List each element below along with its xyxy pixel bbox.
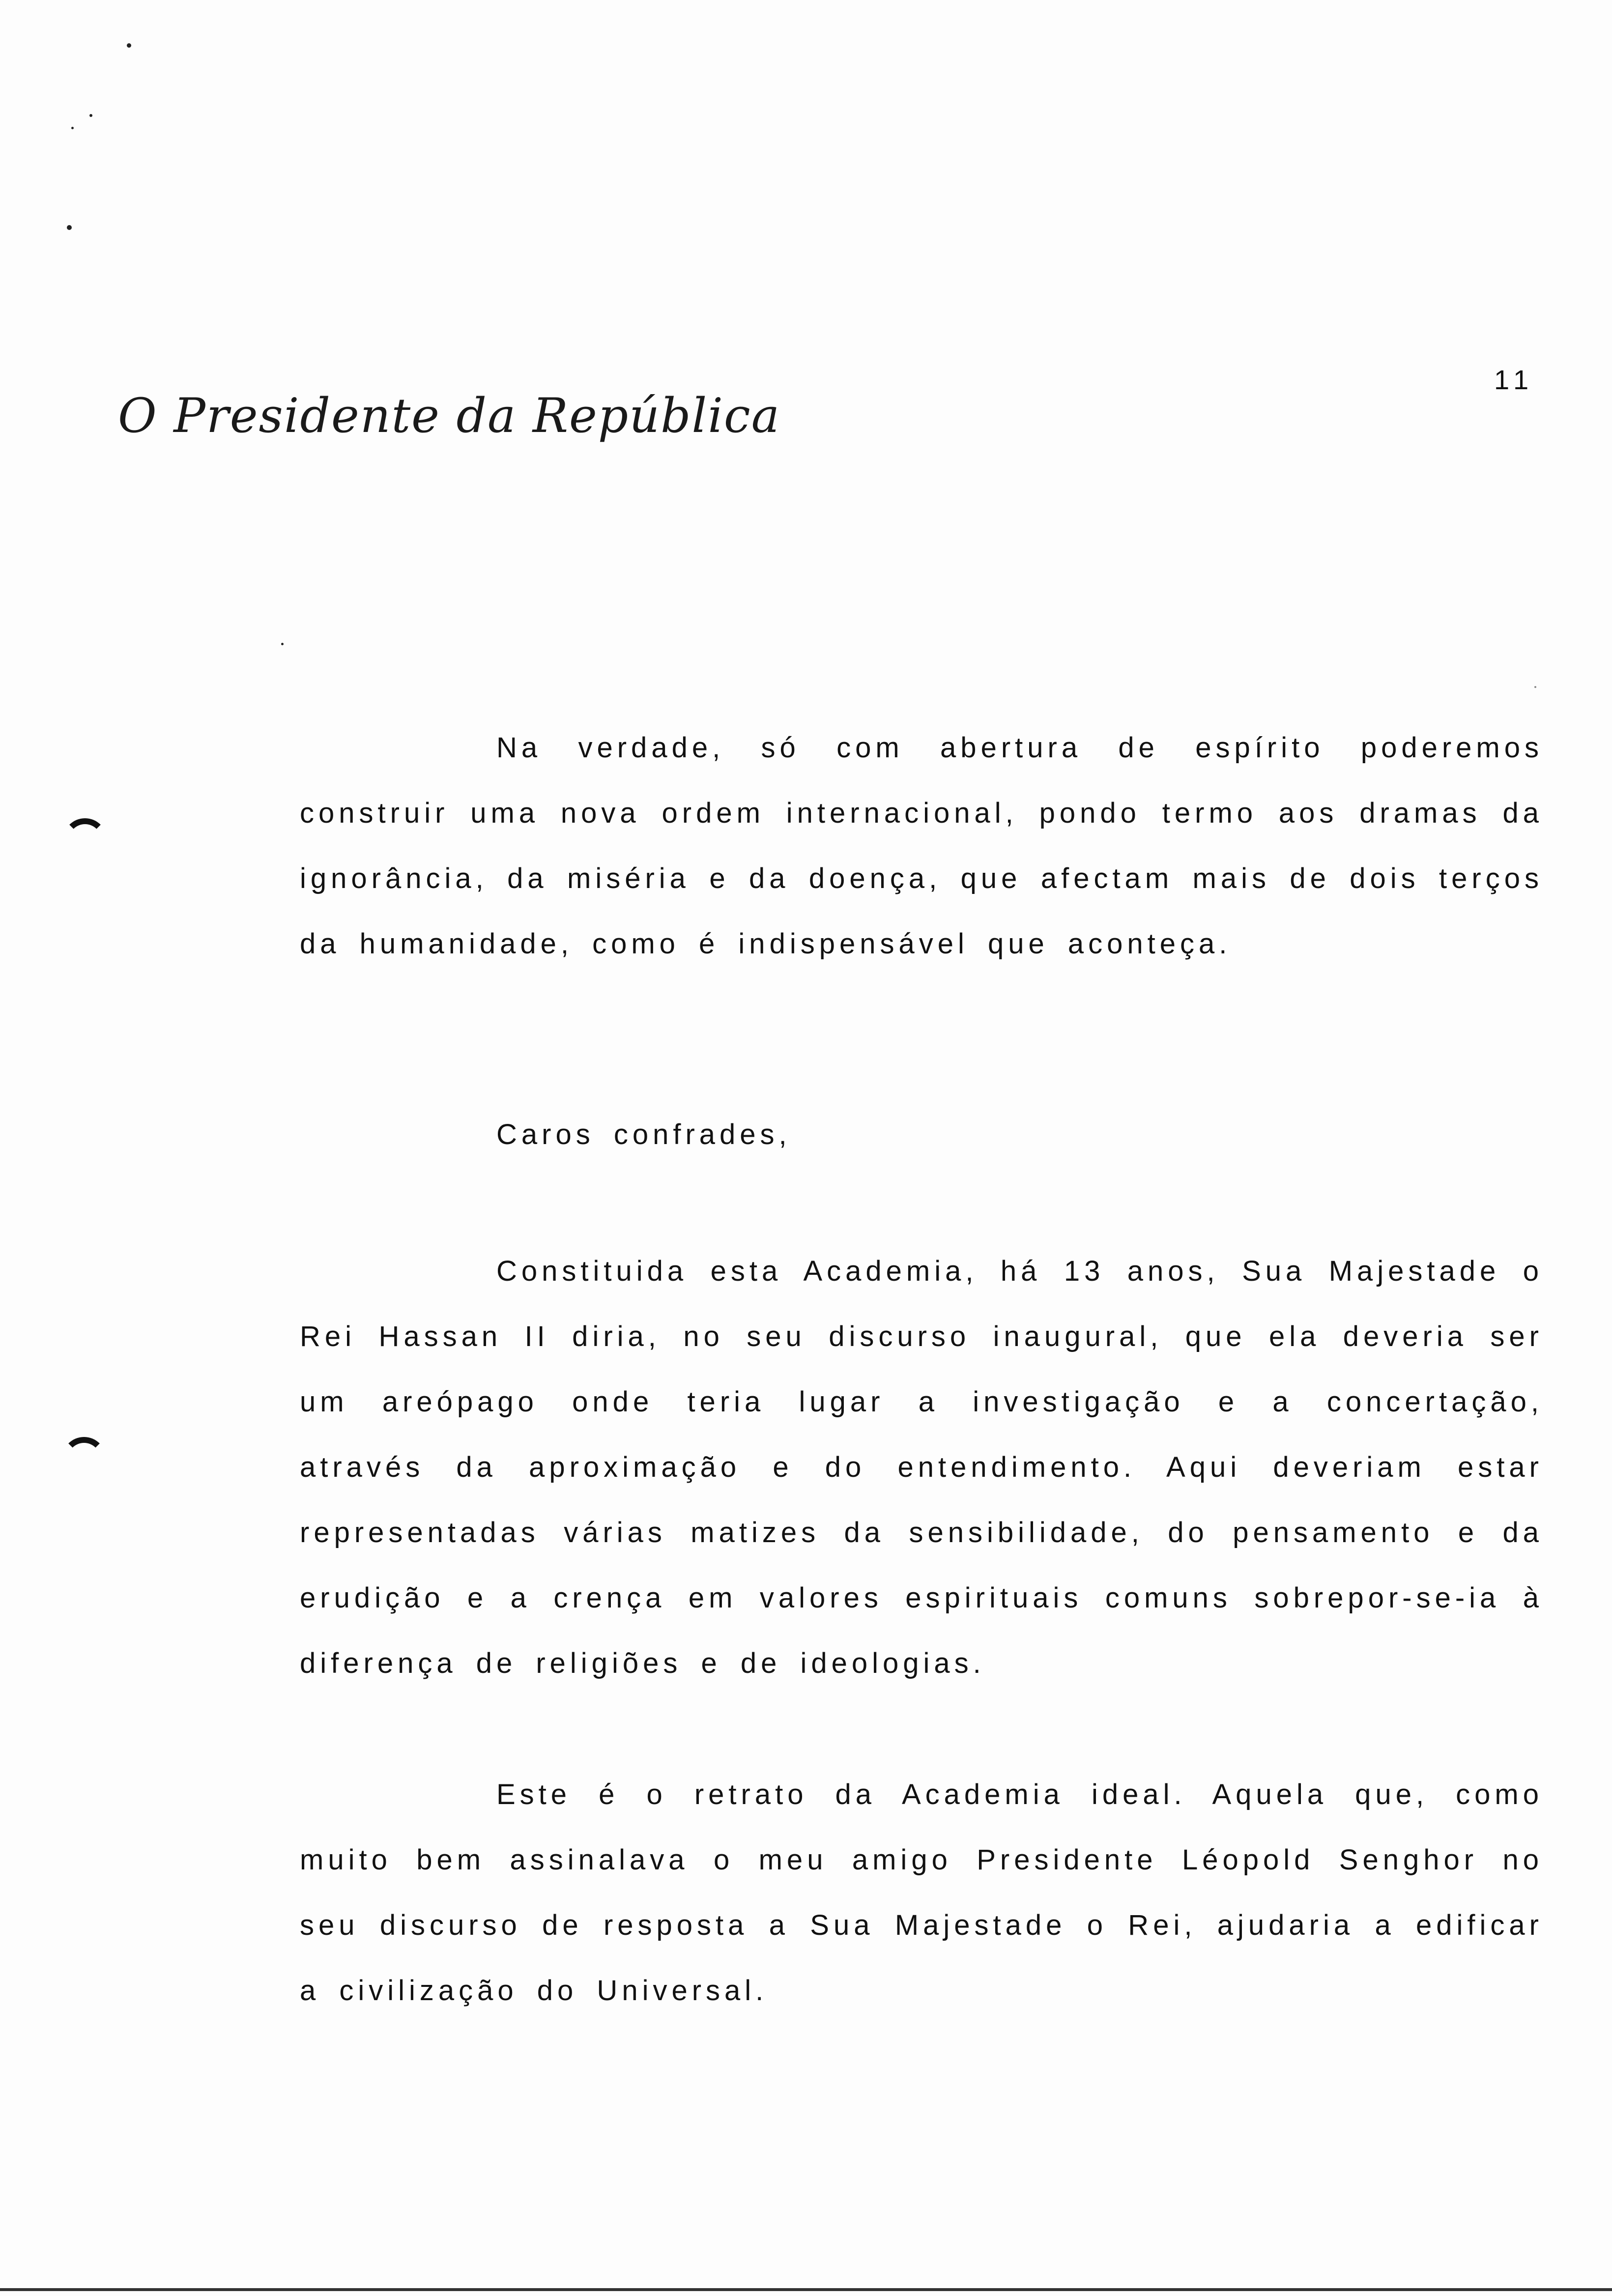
punch-hole-mark xyxy=(62,1437,106,1481)
salutation: Caros confrades, xyxy=(496,1119,791,1150)
paragraph-3: Este é o retrato da Academia ideal. Aquela que, como muito bem assinalava o meu amigo Presidente Léopold Senghor no seu discurso de resposta a Sua Majestade o Rei, ajudaria a edificar a civilização do Universal. xyxy=(300,1779,1543,2007)
paragraph-2: Constituida esta Academia, há 13 anos, Sua Majestade o Rei Hassan II diria, no seu discurso inaugural, que ela deveria ser um areópago onde teria lugar a investigação e a concertação, através da aproximação e do entendimento. Aqui deveriam estar representadas várias matizes da sensibilidade, do pensamento e da erudição e a crença em valores espirituais comuns sobrepor-se-ia à diferença de religiões e de ideologias. xyxy=(300,1255,1543,1679)
scan-speck xyxy=(281,643,284,645)
scan-speck xyxy=(1534,686,1536,688)
punch-hole-mark xyxy=(63,818,107,862)
scan-edge-line xyxy=(0,2288,1612,2291)
scan-speck xyxy=(67,225,72,230)
scan-speck xyxy=(71,127,74,129)
letterhead-title: O Presidente da República xyxy=(118,388,780,443)
scan-speck xyxy=(89,114,92,117)
page-number: 11 xyxy=(1494,364,1535,395)
paragraph-1: Na verdade, só com abertura de espírito poderemos construir uma nova ordem internacional, pondo termo aos dramas da ignorância, da miséria e da doença, que afectam mais de dois terços da humanidade, como é indispensável que aconteça. xyxy=(300,732,1543,960)
scan-speck xyxy=(127,43,131,48)
